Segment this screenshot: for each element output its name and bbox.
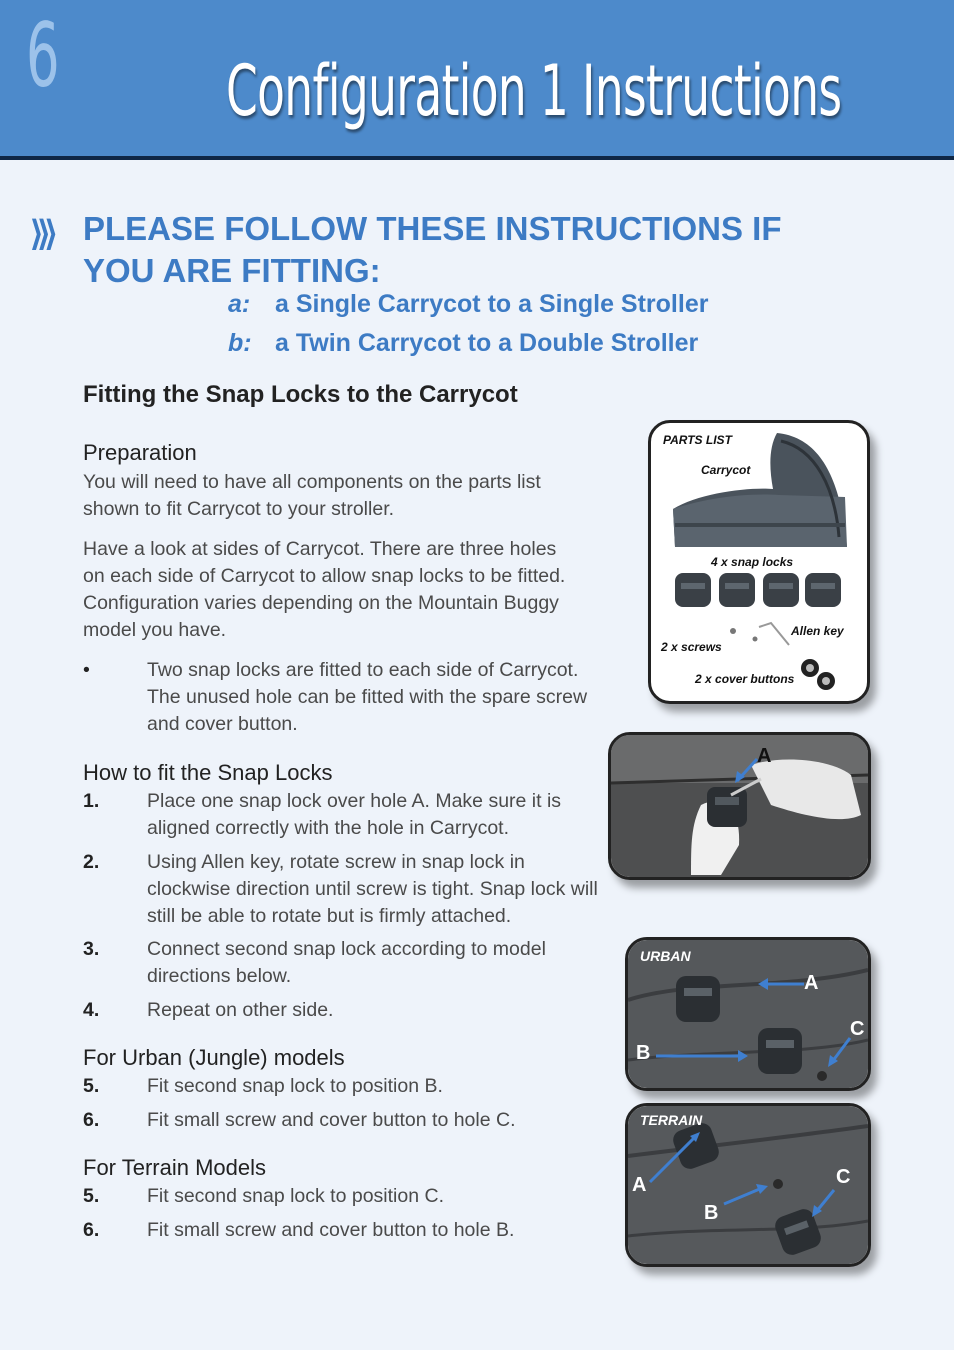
preparation-para-1: You will need to have all components on the parts list shown to fit Carrycot to your stroller.: [83, 471, 541, 520]
cover-buttons-label: 2 x cover buttons: [695, 672, 795, 686]
terrain-label-c: C: [836, 1166, 851, 1188]
bullet-symbol: •: [83, 659, 90, 681]
chevron-icon: ⟩⟩⟩: [30, 215, 52, 253]
bullet-item: [83, 657, 603, 738]
step-item: [83, 849, 603, 930]
step-text: Using Allen key, rotate screw in snap lock in clockwise direction until screw is tight. Snap lock will still be able to rotate but is firmly attached.: [147, 851, 598, 927]
step-item: [83, 997, 603, 1024]
step-number: 1.: [83, 790, 100, 812]
step-item: [83, 936, 603, 990]
step-text: Fit small screw and cover button to hole B.: [147, 1219, 515, 1241]
carrycot-image: [669, 427, 853, 557]
preparation-para-2: Have a look at sides of Carrycot. There are three holes on each side of Carrycot to allow snap locks to be fitted. Configuration varies depending on the Mountain Buggy model you have.: [83, 538, 566, 641]
how-to-title: How to fit the Snap Locks: [83, 760, 333, 785]
step-item: [83, 1073, 603, 1100]
cover-buttons-image: [799, 657, 839, 693]
step-text: Place one snap lock over hole A. Make sure it is aligned correctly with the hole in Carrycot.: [147, 790, 562, 839]
urban-photo: [625, 937, 871, 1091]
intro-heading: PLEASE FOLLOW THESE INSTRUCTIONS IF YOU ARE FITTING:: [83, 210, 782, 289]
step-number: 5.: [83, 1185, 100, 1207]
step-text: Fit second snap lock to position C.: [147, 1185, 444, 1207]
step-number: 3.: [83, 938, 100, 960]
step-item: [83, 788, 603, 842]
terrain-label-a: A: [632, 1174, 647, 1196]
parts-list-title: PARTS LIST: [663, 433, 732, 447]
terrain-photo: [625, 1103, 871, 1267]
preparation-title: Preparation: [83, 440, 197, 465]
option-text: a Twin Carrycot to a Double Stroller: [275, 329, 699, 357]
snap-locks-label: 4 x snap locks: [711, 555, 794, 569]
section-title: Fitting the Snap Locks to the Carrycot: [83, 381, 518, 408]
step-number: 6.: [83, 1219, 100, 1241]
terrain-photo-title: TERRAIN: [640, 1112, 703, 1128]
urban-title: For Urban (Jungle) models: [83, 1045, 345, 1070]
step-item: [83, 1107, 603, 1134]
fit-hole-a-photo: [608, 732, 871, 880]
option-text: a Single Carrycot to a Single Stroller: [275, 290, 709, 318]
allen-key-image: [725, 619, 795, 649]
urban-label-a: A: [804, 972, 819, 994]
terrain-title: For Terrain Models: [83, 1155, 266, 1180]
page-title: Configuration 1 Instructions: [226, 50, 842, 132]
option-letter: b:: [228, 329, 252, 357]
page-header: [0, 0, 954, 160]
page-number: 6: [26, 4, 60, 107]
screws-label: 2 x screws: [661, 640, 722, 654]
step-number: 2.: [83, 851, 100, 873]
option-a: [228, 290, 708, 319]
option-letter: a:: [228, 290, 251, 318]
step-number: 6.: [83, 1109, 100, 1131]
urban-label-c: C: [850, 1018, 865, 1040]
parts-list-panel: [648, 420, 870, 704]
carrycot-label: Carrycot: [701, 463, 751, 477]
step-text: Fit second snap lock to position B.: [147, 1075, 443, 1097]
step-number: 4.: [83, 999, 100, 1021]
urban-photo-title: URBAN: [640, 948, 691, 964]
allen-key-label: Allen key: [791, 624, 844, 638]
option-b: [228, 329, 698, 358]
step-item: [83, 1217, 603, 1244]
step-text: Repeat on other side.: [147, 999, 334, 1021]
bullet-text: Two snap locks are fitted to each side of Carrycot. The unused hole can be fitted with the spare screw and cover button.: [147, 659, 588, 735]
step-text: Connect second snap lock according to model directions below.: [147, 938, 546, 987]
snap-locks-image: [673, 573, 843, 611]
step-text: Fit small screw and cover button to hole C.: [147, 1109, 516, 1131]
terrain-label-b: B: [704, 1202, 719, 1224]
step-number: 5.: [83, 1075, 100, 1097]
urban-label-b: B: [636, 1042, 651, 1064]
label-a: A: [757, 745, 772, 767]
step-item: [83, 1183, 603, 1210]
